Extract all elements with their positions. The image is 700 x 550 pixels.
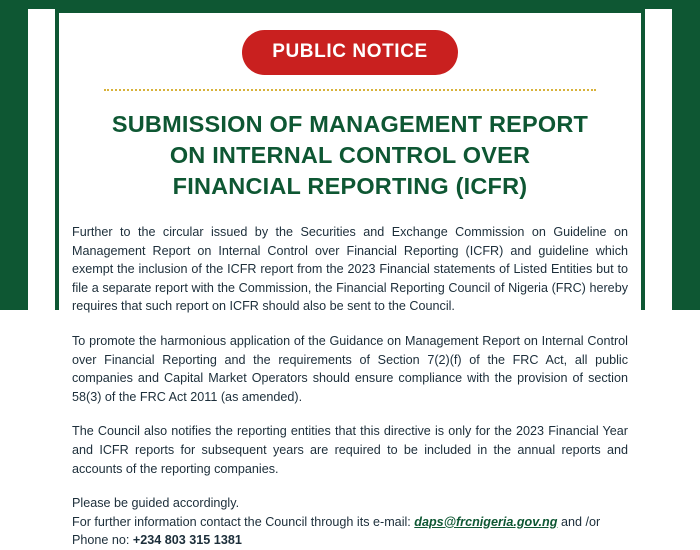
badge-row <box>72 30 628 75</box>
contact-suffix: and /or <box>560 514 601 529</box>
paragraph-1: Further to the circular issued by the Securities and Exchange Commission on Guideline on Management Report on Internal Control over Financial Reporting (ICFR) and guideline which exempt the inclusion of the ICFR report from the 2023 Financial statements of Listed Entities but to file a separate report with the Commission, the Financial Reporting Council of Nigeria (FRC) hereby requires that such report on ICFR should also be sent to the Council. <box>72 225 628 314</box>
paragraph-2: To promote the harmonious application of the Guidance on Management Report on Internal Control over Financial Reporting and the requirements of Section 7(2)(f) of the FRC Act, all public companies and Capital Market Operators should ensure compliance with the provision of section 58(3) of the FRC Act 2011 (as amended). <box>72 333 628 404</box>
closing-line: Please be guided accordingly. <box>72 496 240 511</box>
frame-bar-left <box>0 0 28 310</box>
frame-bar-top <box>28 0 672 9</box>
contact-email-link[interactable]: daps@frcnigeria.gov.ng <box>414 514 558 529</box>
frame-bar-right <box>672 0 700 310</box>
phone-number: +234 803 315 1381 <box>132 533 242 548</box>
public-notice-badge: PUBLIC NOTICE <box>242 30 458 75</box>
contact-prefix: For further information contact the Council through its e-mail: <box>72 514 411 529</box>
notice-content <box>72 9 628 548</box>
dotted-divider <box>104 89 596 91</box>
page-title: SUBMISSION OF MANAGEMENT REPORT ON INTERNAL CONTROL OVER FINANCIAL REPORTING (ICFR) <box>111 111 589 199</box>
paragraph-3: The Council also notifies the reporting entities that this directive is only for the 2023 Financial Year and ICFR reports for subsequent years are required to be included in the annual reports and accounts of the reporting companies. <box>72 424 628 476</box>
contact-line <box>72 513 628 532</box>
frame-inner-rule-right <box>641 9 645 310</box>
phone-line <box>72 531 628 550</box>
phone-prefix: Phone no: <box>72 533 133 548</box>
frame-inner-rule-left <box>55 9 59 310</box>
notice-body <box>72 223 628 550</box>
